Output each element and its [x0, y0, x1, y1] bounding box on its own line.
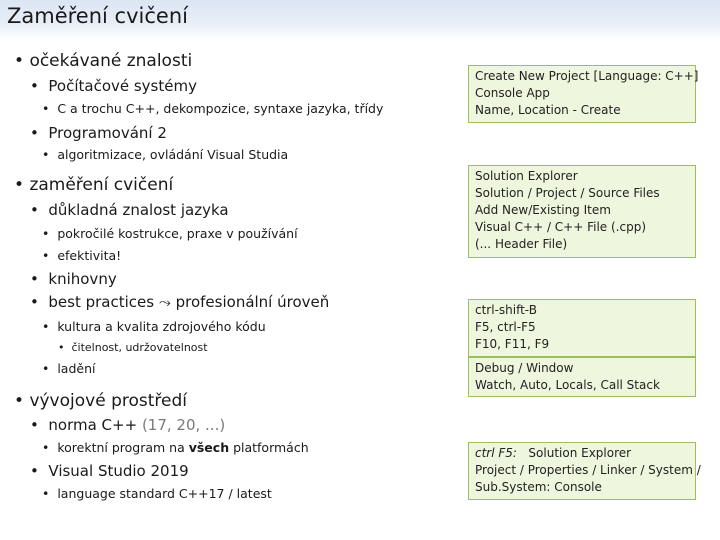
note-line: F10, F11, F9 [475, 337, 550, 351]
emphasis-all: všech [188, 440, 230, 455]
bullet-l2-vs: • Visual Studio 2019 [30, 462, 189, 480]
note-box-shortcuts [468, 299, 696, 357]
note-line: Add New/Existing Item [475, 203, 611, 217]
bullet-l2-prog: • Programování 2 [30, 124, 167, 142]
note-line: ctrl-shift-B [475, 303, 537, 317]
note-line: (... Header File) [475, 237, 568, 251]
note-line: Create New Project [Language: C++] [475, 69, 699, 83]
bullet-l2-libs: • knihovny [30, 270, 117, 288]
bullet-l4-readable: • čitelnost, udržovatelnost [58, 341, 208, 354]
bullet-l1-expected: • očekávané znalosti [14, 51, 193, 71]
note-line: Watch, Auto, Locals, Call Stack [475, 378, 660, 392]
note-line: Visual C++ / C++ File (.cpp) [475, 220, 647, 234]
note-line: Name, Location - Create [475, 103, 621, 117]
note-line: ctrl F5: Solution Explorer [475, 446, 632, 460]
note-line: Solution Explorer [475, 169, 578, 183]
norm-versions: (17, 20, ...) [141, 416, 226, 434]
note-line: Solution / Project / Source Files [475, 186, 660, 200]
bullet-l3-prog-detail: • algoritmizace, ovládání Visual Studia [42, 147, 289, 162]
bullet-l2-bp: • best practices ⤳ profesionální úroveň [30, 293, 330, 311]
note-line: Console App [475, 86, 550, 100]
bullet-l3-debug: • ladění [42, 361, 96, 376]
note-box-create-project [468, 65, 699, 123]
note-box-solution-explorer [468, 165, 696, 258]
bullet-l3-eff: • efektivita! [42, 248, 122, 263]
bullet-l3-adv: • pokročilé kostrukce, praxe v používání [42, 226, 298, 241]
bullet-l2-lang: • důkladná znalost jazyka [30, 201, 229, 219]
bullet-l3-culture: • kultura a kvalita zdrojového kódu [42, 319, 266, 334]
bullet-l1-env: • vývojové prostředí [14, 391, 187, 411]
note-line: Project / Properties / Linker / System / [475, 463, 701, 477]
bullet-l3-pc-detail: • C a trochu C++, dekompozice, syntaxe jazyka, třídy [42, 101, 384, 116]
ctrl-f5-label: ctrl F5: [475, 446, 517, 460]
bullet-l2-pc: • Počítačové systémy [30, 77, 197, 95]
bullet-l3-correct: • korektní program na všech platformách [42, 440, 309, 455]
bullet-l2-norm: • norma C++ (17, 20, ...) [30, 416, 226, 434]
slide-title: Zaměření cvičení [7, 4, 188, 28]
note-line: Debug / Window [475, 361, 574, 375]
bullet-l1-focus: • zaměření cvičení [14, 175, 174, 195]
note-line: F5, ctrl-F5 [475, 320, 536, 334]
note-box-subsystem [468, 442, 701, 500]
note-line: Sub.System: Console [475, 480, 602, 494]
note-box-debug-window [468, 357, 696, 397]
bullet-l3-langstd: • language standard C++17 / latest [42, 486, 272, 501]
